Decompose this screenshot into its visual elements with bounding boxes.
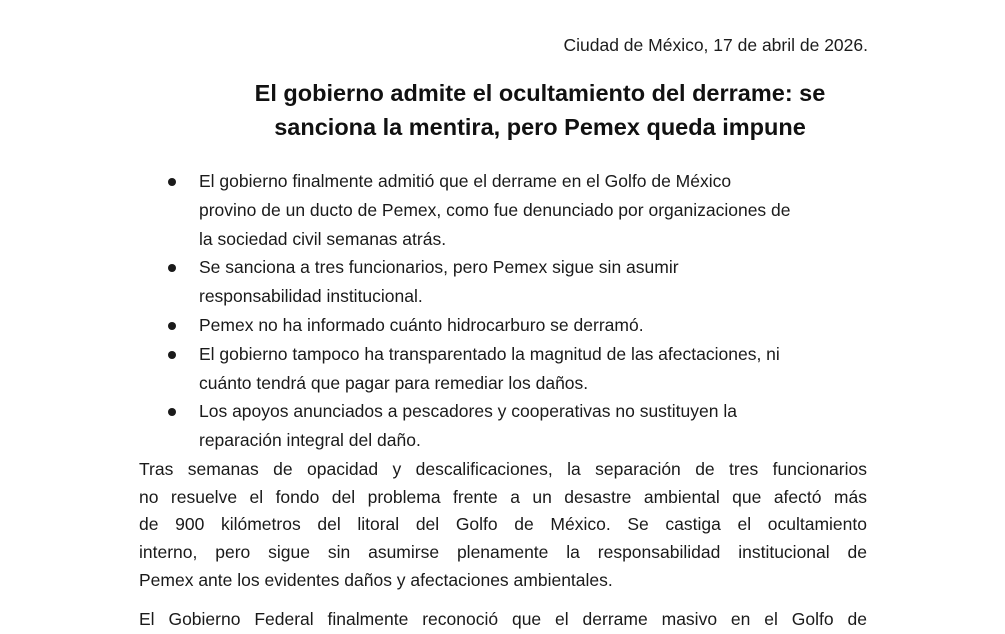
paragraph-line: Pemex ante los evidentes daños y afectaciones ambientales. (139, 569, 613, 590)
key-point (166, 253, 866, 311)
bullet-icon (168, 264, 176, 272)
body-paragraph (139, 456, 867, 595)
paragraph-line: no resuelve el fondo del problema frente a un desastre ambiental que afectó más (139, 486, 867, 507)
bullet-icon (168, 408, 176, 416)
headline-line: El gobierno admite el ocultamiento del derrame: se (254, 80, 826, 106)
paragraph-line: Tras semanas de opacidad y descalificaciones, la separación de tres funcionarios (139, 459, 867, 479)
paragraph-line: El Gobierno Federal finalmente reconoció que el derrame masivo en el Golfo de (139, 609, 867, 629)
bullet-icon (168, 351, 176, 359)
dateline: Ciudad de México, 17 de abril de 2026. (563, 35, 868, 55)
key-point-line: responsabilidad institucional. (199, 286, 423, 307)
key-points-list (166, 167, 866, 455)
key-point-line: provino de un ducto de Pemex, como fue denunciado por organizaciones de (199, 199, 791, 220)
bullet-icon (168, 322, 176, 330)
key-point-line: Los apoyos anunciados a pescadores y cooperativas no sustituyen la (199, 401, 737, 422)
bullet-icon (168, 178, 176, 186)
paragraph-line: de 900 kilómetros del litoral del Golfo de México. Se castiga el ocultamiento (139, 514, 867, 535)
key-point-line: El gobierno finalmente admitió que el derrame en el Golfo de México (199, 171, 732, 191)
key-point (166, 340, 866, 398)
key-point-line: Se sanciona a tres funcionarios, pero Pemex sigue sin asumir (199, 257, 679, 278)
key-point-line: reparación integral del daño. (199, 430, 421, 451)
key-point (166, 167, 866, 253)
key-point-line: Pemex no ha informado cuánto hidrocarburo se derramó. (199, 314, 644, 335)
headline (120, 76, 960, 144)
key-point-line: El gobierno tampoco ha transparentado la magnitud de las afectaciones, ni (199, 343, 780, 364)
headline-line: sanciona la mentira, pero Pemex queda impune (274, 114, 806, 140)
key-point (166, 397, 866, 455)
paragraph-line: interno, pero sigue sin asumirse plenamente la responsabilidad institucional de (139, 542, 867, 563)
key-point (166, 311, 866, 340)
key-point-line: la sociedad civil semanas atrás. (199, 228, 447, 249)
key-point-line: cuánto tendrá que pagar para remediar los daños. (199, 372, 589, 393)
